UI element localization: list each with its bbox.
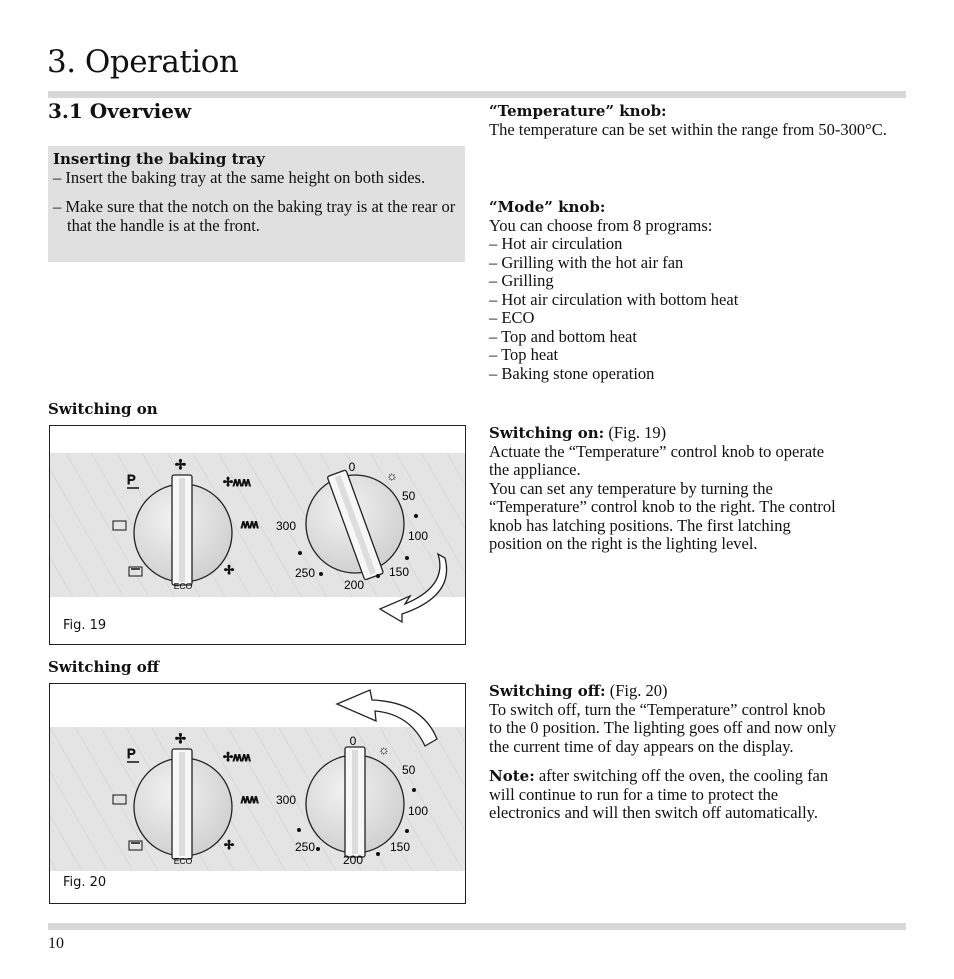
switching-on-line: the appliance. <box>489 460 581 479</box>
top-divider <box>48 91 906 98</box>
temperature-knob-text: The temperature can be set within the range from 50-300°C. <box>489 119 887 139</box>
temp-label: 50 <box>402 763 416 777</box>
temp-label: 300 <box>276 793 297 807</box>
mode-knob-heading: “Mode” knob: <box>489 198 606 216</box>
switching-on-section <box>489 424 909 554</box>
page-number: 10 <box>48 935 64 952</box>
switching-on-line: position on the right is the lighting level. <box>489 534 758 553</box>
baking-stone-icon: P <box>127 472 136 487</box>
baking-tray-item: – Insert the baking tray at the same height on both sides. <box>53 167 426 187</box>
light-icon: ☼ <box>386 468 398 483</box>
light-icon: ☼ <box>378 742 390 757</box>
baking-stone-icon: P <box>127 746 136 761</box>
temp-label: 300 <box>276 519 297 533</box>
figure-19 <box>49 425 466 645</box>
note-line: after switching off the oven, the cooling fan <box>534 766 829 785</box>
temperature-knob-heading: “Temperature” knob: <box>489 102 667 120</box>
note-line: electronics and will then switch off automatically. <box>489 803 818 822</box>
temp-label: 150 <box>389 565 410 579</box>
temperature-knob-section <box>489 102 909 139</box>
note-label: Note: <box>489 767 535 785</box>
switching-off-ref: (Fig. 20) <box>605 681 668 700</box>
eco-label: ECO <box>173 581 193 591</box>
fan-bottom-heat-icon: ✢ <box>224 838 235 852</box>
fan-bottom-heat-icon: ✢ <box>224 563 235 577</box>
program-item: – Hot air circulation with bottom heat <box>489 289 739 309</box>
control-panel-illustration <box>50 426 465 644</box>
switching-off-heading: Switching off <box>48 658 160 676</box>
temp-label: 100 <box>408 804 429 818</box>
fan-icon: ✢ <box>175 731 186 746</box>
program-item: – Baking stone operation <box>489 363 655 383</box>
bottom-divider <box>48 923 906 930</box>
switching-off-line: To switch off, turn the “Temperature” control knob <box>489 699 826 719</box>
temp-label: 0 <box>348 460 356 474</box>
fan-icon: ✢ <box>175 457 186 472</box>
switching-on-heading: Switching on <box>48 400 158 418</box>
fan-grill-icon: ✢ʍʍ <box>223 750 251 764</box>
figure-19-caption: Fig. 19 <box>63 618 107 633</box>
mode-knob-intro: You can choose from 8 programs: <box>489 215 713 235</box>
temp-label: 250 <box>295 840 316 854</box>
program-item: – Top and bottom heat <box>489 326 637 346</box>
grill-icon: ʍʍ <box>241 792 259 806</box>
subsection-title: 3.1 Overview <box>48 99 192 123</box>
section-title: 3. Operation <box>47 44 239 80</box>
temp-label: 100 <box>408 529 429 543</box>
grill-icon: ʍʍ <box>241 517 259 531</box>
switching-on-ref: (Fig. 19) <box>604 423 667 442</box>
program-item: – ECO <box>489 308 535 327</box>
mode-knob-section <box>489 198 909 383</box>
fan-grill-icon: ✢ʍʍ <box>223 475 251 489</box>
switching-on-label: Switching on: <box>489 424 605 442</box>
switching-on-line: “Temperature” control knob to the right. The control <box>489 497 836 516</box>
switching-on-line: Actuate the “Temperature” control knob to operate <box>489 441 825 461</box>
temp-label: 0 <box>349 734 357 748</box>
program-item: – Top heat <box>489 345 559 364</box>
baking-tray-box <box>48 146 465 262</box>
temp-label: 250 <box>295 566 316 580</box>
figure-20 <box>49 683 466 904</box>
program-item: – Hot air circulation <box>489 234 623 253</box>
switching-on-line: You can set any temperature by turning the <box>489 478 773 498</box>
switching-off-section <box>489 682 909 823</box>
figure-20-caption: Fig. 20 <box>63 875 107 890</box>
program-item: – Grilling with the hot air fan <box>489 252 684 272</box>
program-item: – Grilling <box>489 271 554 290</box>
switching-off-label: Switching off: <box>489 682 606 700</box>
temp-label: 200 <box>344 578 365 592</box>
eco-label: ECO <box>173 856 193 866</box>
baking-tray-item: – Make sure that the notch on the baking tray is at the rear or that the handle is at the front. <box>53 197 456 235</box>
temp-label: 200 <box>343 853 364 867</box>
baking-tray-heading: Inserting the baking tray <box>53 150 265 168</box>
temp-label: 150 <box>390 840 411 854</box>
switching-off-line: to the 0 position. The lighting goes off and now only <box>489 718 837 737</box>
temp-label: 50 <box>402 489 416 503</box>
switching-off-line: the current time of day appears on the display. <box>489 736 794 756</box>
control-panel-illustration <box>50 684 465 903</box>
switching-on-line: knob has latching positions. The first latching <box>489 515 791 535</box>
note-line: will continue to run for a time to protect the <box>489 784 779 804</box>
